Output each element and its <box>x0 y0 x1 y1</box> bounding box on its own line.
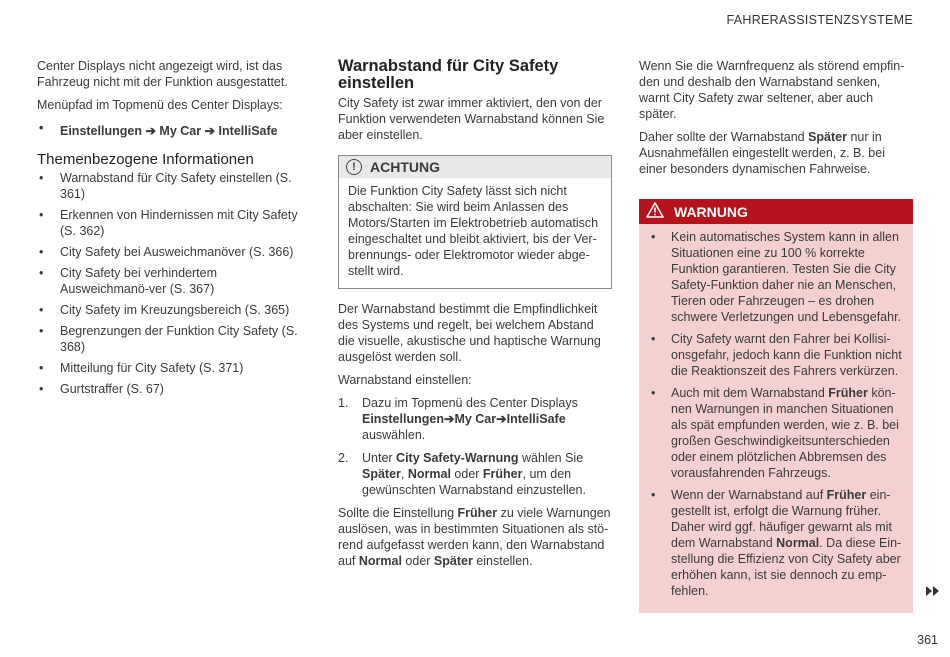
option-name: Später <box>808 130 847 144</box>
paragraph <box>639 129 913 177</box>
text-run: , um den gewünschten Warnabstand einzustellen. <box>362 467 586 497</box>
intro-text: Center Displays nicht angezeigt wird, ist das Fahrzeug nicht mit der Funktion ausgestattet. <box>37 59 288 89</box>
text-run: , <box>400 467 408 481</box>
related-link[interactable]: • Erkennen von Hindernissen mit City Safety (S. 362) <box>37 207 307 239</box>
paragraph <box>338 505 612 569</box>
column-middle <box>338 58 612 576</box>
step-number: 1. <box>338 396 349 410</box>
related-link[interactable]: • City Safety im Kreuzungsbereich (S. 365) <box>37 302 307 318</box>
warnung-header <box>639 199 913 224</box>
related-heading: Themenbezogene Informationen <box>37 151 254 168</box>
text-run: ein-gestellt ist, erfolgt die Warnung früher. Daher wird ggf. häufiger gewarnt als mit dem Warnabstand <box>671 488 892 550</box>
warning-triangle-icon <box>646 202 664 221</box>
arrow-right-icon: ➔ <box>443 412 455 426</box>
menu-path <box>362 412 566 426</box>
related-link[interactable]: • City Safety bei Ausweichmanöver (S. 366) <box>37 244 307 260</box>
option-name: Normal <box>358 554 402 568</box>
steps-list <box>338 395 612 498</box>
arrow-right-icon: ➔ <box>145 124 156 138</box>
column-left <box>37 58 307 402</box>
step-text: Dazu im Topmenü des Center Displays <box>362 396 578 410</box>
warnung-title: WARNUNG <box>674 203 748 220</box>
menu-path-item: My Car <box>454 412 497 426</box>
achtung-box <box>338 155 612 289</box>
text-run: . Da diese Ein-stellung die Effizienz von City Safety aber erhöhen kann, ist sie dennoch zu emp-fehlen. <box>671 536 902 598</box>
warnung-item <box>649 385 903 481</box>
double-arrow-right-icon[interactable] <box>926 585 940 601</box>
text-run: nur in Ausnahmefällen eingestellt werden, z. B. bei einer besonders dynamischen Fahrweise. <box>639 130 885 176</box>
menu-path <box>37 123 307 139</box>
text-run: einstellen. <box>472 554 533 568</box>
menu-path-item: My Car <box>159 124 202 138</box>
paragraph: Wenn Sie die Warnfrequenz als störend empfin-den und deshalb den Warnabstand senken, warnt City Safety zwar seltener, aber auch später. <box>639 59 905 121</box>
text-run: Auch mit dem Warnabstand <box>671 386 829 400</box>
related-link[interactable]: • Gurtstraffer (S. 67) <box>37 381 307 397</box>
text-run: Unter <box>362 451 397 465</box>
achtung-text: Die Funktion City Safety lässt sich nicht abschalten: Sie wird beim Anlassen des Motors/Starten im Elektrobetrieb automatisch eingeschaltet und bleibt aktiviert, bis der Ver-brennungs- oder Elektromotor wieder abge-stellt wird. <box>348 184 599 278</box>
text-run: kön-nen Warnungen in manchen Situationen als spät empfunden werden, wie z. B. bei großen Geschwindigkeitsunterschieden oder einem plötzlichen Abbremsen des vorausfahrenden Fahrzeugs. <box>671 386 899 480</box>
arrow-right-icon: ➔ <box>496 412 507 426</box>
menu-path-item: Einstellungen <box>60 124 142 138</box>
section-heading: Warnabstand für City Safety einstellen <box>338 57 559 92</box>
menu-path-item: IntelliSafe <box>506 412 566 426</box>
option-name: Normal <box>776 536 820 550</box>
achtung-header <box>339 156 611 178</box>
warnung-box <box>639 199 913 613</box>
related-link[interactable]: • Mitteilung für City Safety (S. 371) <box>37 360 307 376</box>
text-run: wählen Sie <box>518 451 584 465</box>
option-name: Normal <box>407 467 451 481</box>
warnung-item <box>649 487 903 599</box>
step-item <box>338 395 612 443</box>
menu-path-item: Einstellungen <box>362 412 444 426</box>
option-name: Früher <box>482 467 523 481</box>
option-name: Früher <box>457 506 498 520</box>
warnung-list <box>649 229 903 599</box>
step-item <box>338 450 612 498</box>
paragraph: Der Warnabstand bestimmt die Empfindlichkeit des Systems und regelt, bei welchem Abstand die visuelle, akustische und haptische Warnung ausgelöst werden soll. <box>338 302 601 364</box>
section-intro: City Safety ist zwar immer aktiviert, den von der Funktion verwendeten Warnabstand können Sie aber einstellen. <box>338 96 605 142</box>
arrow-right-icon: ➔ <box>204 124 216 138</box>
paragraph: Warnabstand einstellen: <box>338 373 472 387</box>
warnung-body <box>639 224 913 613</box>
option-name: Früher <box>828 386 868 400</box>
text-run: oder <box>401 554 434 568</box>
column-right <box>639 58 913 613</box>
text-run: Wenn der Warnabstand auf <box>671 488 827 502</box>
related-link[interactable]: • Warnabstand für City Safety einstellen (S. 361) <box>37 170 307 202</box>
related-link[interactable]: • Begrenzungen der Funktion City Safety (S. 368) <box>37 323 307 355</box>
text-run: Daher sollte der Warnabstand <box>639 130 809 144</box>
warnung-item: • City Safety warnt den Fahrer bei Kollisi-onsgefahr, jedoch kann die Funktion nicht die Reaktionszeit des Fahrers verkürzen. <box>649 331 903 379</box>
page-number: 361 <box>917 633 938 647</box>
option-name: Später <box>362 467 401 481</box>
step-number: 2. <box>338 451 349 465</box>
text-run: Sollte die Einstellung <box>338 506 458 520</box>
achtung-title: ACHTUNG <box>370 159 440 175</box>
step-text: auswählen. <box>362 428 426 442</box>
option-name: Früher <box>826 488 867 502</box>
warnung-item: • Kein automatisches System kann in allen Situationen eine zu 100 % korrekte Funktion garantieren. Testen Sie die City Safety-Funktion daher nie an Menschen, Tieren oder Fahrzeugen – es drohen schwere Verletzungen und Lebensgefahr. <box>649 229 903 325</box>
text-run: zu viele Warnungen auslösen, was in bestimmten Situationen als stö-rend aufgefasst werden kann, den Warnabstand auf <box>338 506 611 568</box>
menu-path-item: IntelliSafe <box>218 124 278 138</box>
info-icon: ! <box>346 159 362 175</box>
menu-label: Menüpfad im Topmenü des Center Displays: <box>37 98 283 112</box>
related-list <box>37 170 307 397</box>
option-name: City Safety-Warnung <box>396 451 519 465</box>
related-link[interactable]: • City Safety bei verhindertem Ausweichmanö-ver (S. 367) <box>37 265 307 297</box>
text-run: oder <box>450 467 483 481</box>
page-header: FAHRERASSISTENZSYSTEME <box>726 13 913 27</box>
option-name: Später <box>433 554 473 568</box>
